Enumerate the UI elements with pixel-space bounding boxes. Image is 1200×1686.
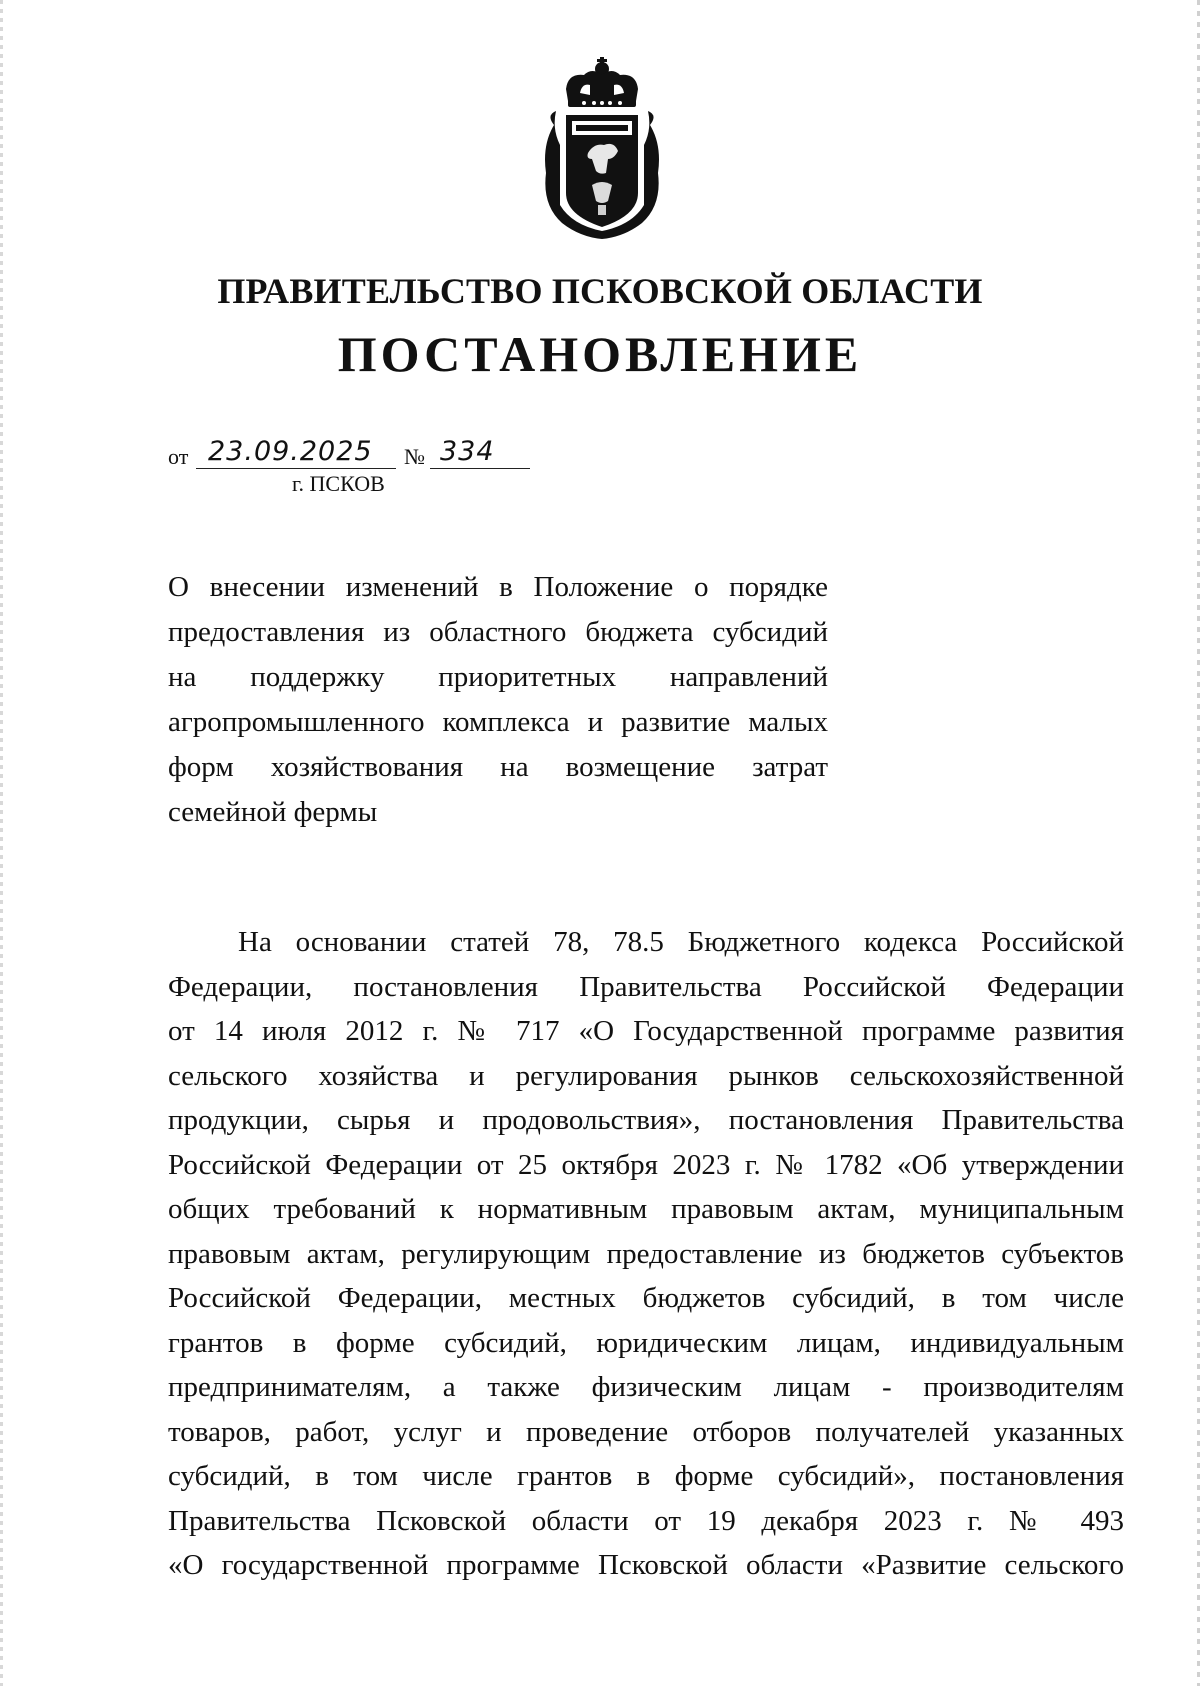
body-line: На основании статей 78, 78.5 Бюджетного кодекса Российской bbox=[238, 926, 1124, 958]
body-line: товаров, работ, услуг и проведение отборов получателей указанных bbox=[168, 1415, 1124, 1448]
document-type: ПОСТАНОВЛЕНИЕ bbox=[337, 326, 863, 382]
date-prefix: от bbox=[168, 444, 189, 469]
body-line: Российской Федерации, местных бюджетов субсидий, в том числе bbox=[168, 1282, 1124, 1314]
subject-line: на поддержку приоритетных направлений bbox=[168, 661, 828, 693]
organization-title: ПРАВИТЕЛЬСТВО ПСКОВСКОЙ ОБЛАСТИ bbox=[217, 271, 983, 311]
body-line: субсидий, в том числе грантов в форме субсидий», постановления bbox=[168, 1460, 1124, 1492]
subject-line: семейной фермы bbox=[168, 796, 378, 828]
coat-of-arms-icon bbox=[532, 55, 672, 245]
number-underline bbox=[430, 468, 530, 469]
body-line: предпринимателям, а также физическим лицам - производителям bbox=[168, 1371, 1124, 1403]
city-label: г. ПСКОВ bbox=[292, 471, 385, 496]
body-line: Федерации, постановления Правительства Российской Федерации bbox=[168, 970, 1124, 1003]
number-value: 334 bbox=[440, 436, 495, 467]
body-line: продукции, сырья и продовольствия», постановления Правительства bbox=[168, 1104, 1124, 1136]
body-line: Российской Федерации от 25 октября 2023 г. № 1782 «Об утверждении bbox=[168, 1148, 1124, 1181]
subject-line: агропромышленного комплекса и развитие малых bbox=[168, 706, 828, 738]
scan-edge-left bbox=[0, 0, 3, 1686]
body-line: грантов в форме субсидий, юридическим лицам, индивидуальным bbox=[168, 1326, 1124, 1359]
body-line: «О государственной программе Псковской области «Развитие сельского bbox=[168, 1549, 1124, 1581]
document-body bbox=[168, 920, 1124, 1588]
body-line: от 14 июля 2012 г. № 717 «О Государственной программе развития bbox=[168, 1015, 1124, 1047]
date-underline bbox=[196, 468, 396, 469]
body-line: правовым актам, регулирующим предоставление из бюджетов субъектов bbox=[168, 1237, 1124, 1270]
body-line: Правительства Псковской области от 19 декабря 2023 г. № 493 bbox=[168, 1504, 1124, 1537]
subject-line: предоставления из областного бюджета субсидий bbox=[168, 616, 828, 648]
number-prefix: № bbox=[404, 444, 425, 469]
date-value: 23.09.2025 bbox=[208, 436, 373, 467]
body-line: сельского хозяйства и регулирования рынков сельскохозяйственной bbox=[168, 1059, 1124, 1092]
subject-line: форм хозяйствования на возмещение затрат bbox=[168, 751, 828, 783]
subject-line: О внесении изменений в Положение о порядке bbox=[168, 571, 828, 603]
document-subject bbox=[168, 565, 828, 835]
body-line: общих требований к нормативным правовым актам, муниципальным bbox=[168, 1193, 1124, 1225]
